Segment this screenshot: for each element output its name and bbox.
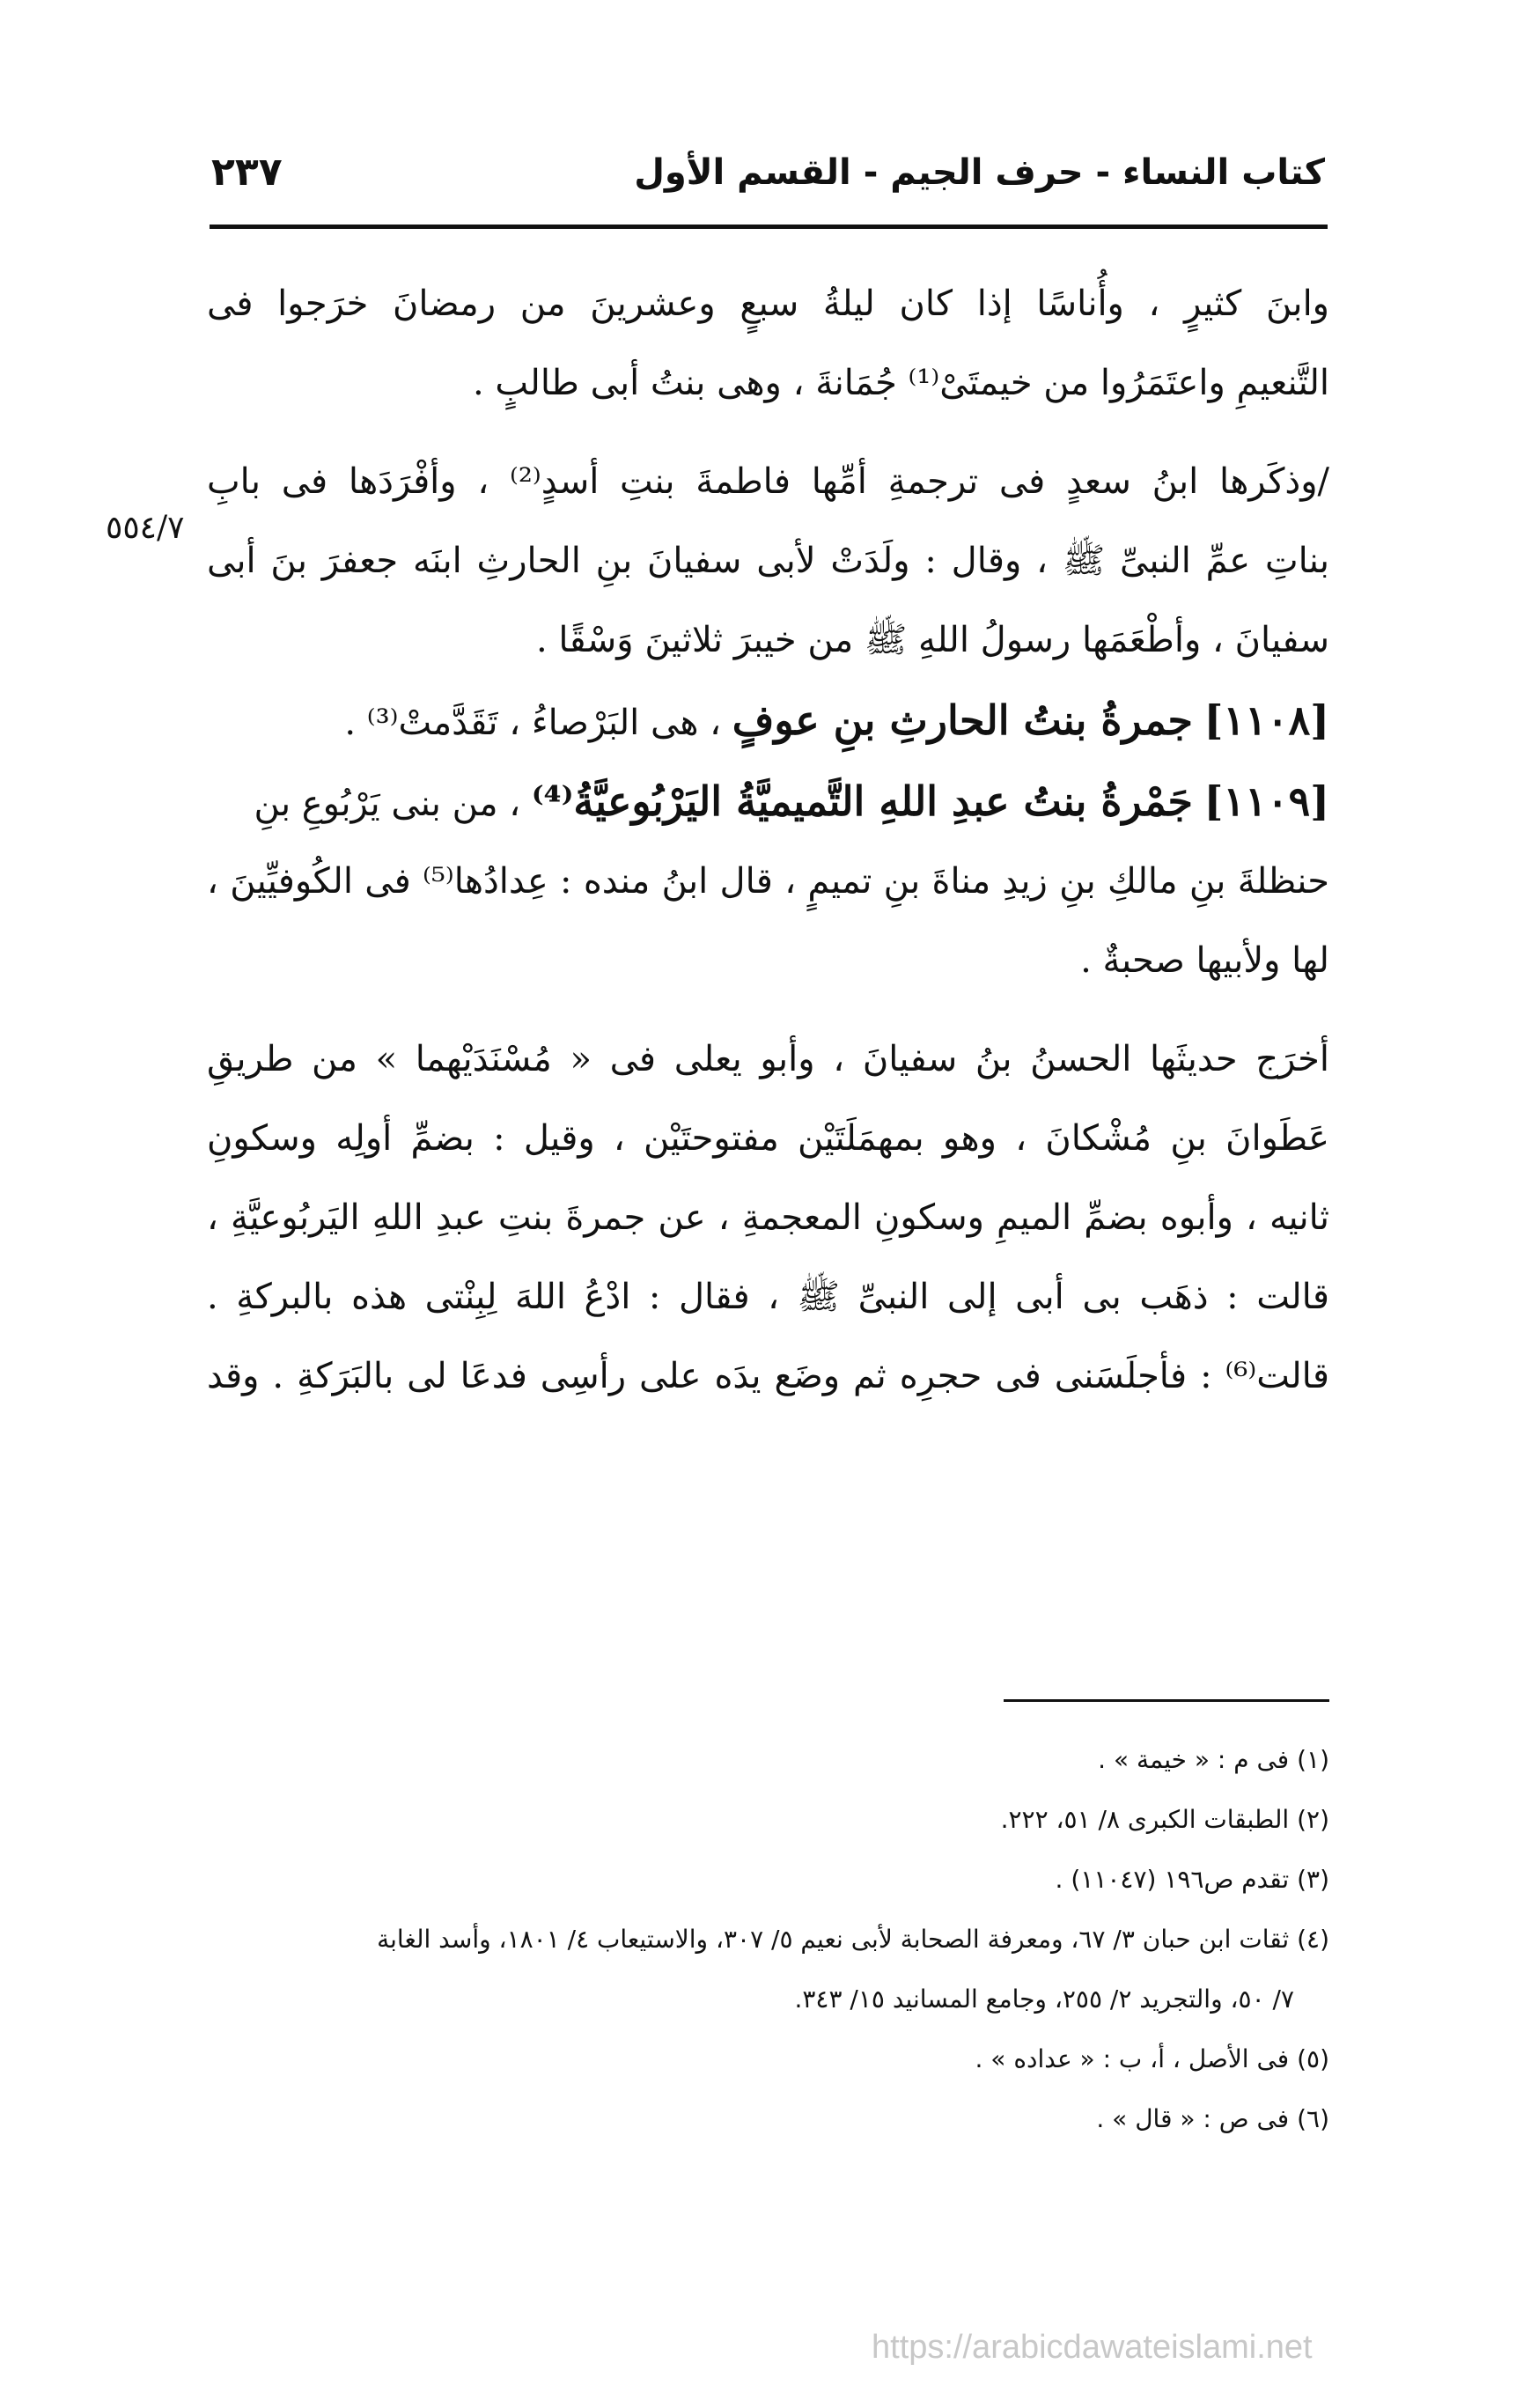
footnotes xyxy=(207,1730,1329,2149)
text-line: ثانيه ، وأبوه بضمِّ الميمِ وسكونِ المعجمةِ ، عن جمرةَ بنتِ عبدِ اللهِ اليَربُوعيَّةِ ، xyxy=(207,1197,1329,1238)
entry-text: ، هى البَرْصاءُ ، تَقَدَّمتْ⁽³⁾ . xyxy=(344,703,722,743)
text-line: لها ولأبيها صحبةٌ . xyxy=(1080,940,1329,981)
text-line: أخرَج حديثَها الحسنُ بنُ سفيانَ ، وأبو يعلى فى « مُسْنَدَيْهما » من طريقِ xyxy=(207,1039,1329,1079)
text-line: وابنَ كثيرٍ ، وأُناسًا إذا كان ليلةُ سبعٍ وعشرينَ من رمضانَ خرَجوا فى xyxy=(207,284,1329,324)
margin-reference: ٥٥٤/٧ xyxy=(106,510,185,546)
text-line: التَّنعيمِ واعتَمَرُوا من خيمتَىْ⁽¹⁾ جُمَانةَ ، وهى بنتُ أبى طالبٍ . xyxy=(472,363,1329,403)
entry-1109 xyxy=(207,761,1329,842)
entry-1108 xyxy=(207,680,1329,761)
text-line: حنظلةَ بنِ مالكِ بنِ زيدِ مناةَ بنِ تميمٍ ، قال ابنُ منده : عِدادُها⁽⁵⁾ فى الكُوفيِّينَ ، xyxy=(207,861,1329,902)
text-line: قالت⁽⁶⁾ : فأجلَسَنى فى حجرِه ثم وضَع يدَه على رأسِى فدعَا لى بالبَرَكةِ . وقد xyxy=(207,1356,1329,1396)
footnote-continuation: ٧/ ٥٠، والتجريد ٢/ ٢٥٥، وجامع المسانيد ١٥/ ٣٤٣. xyxy=(794,1985,1294,2014)
footnote: (١) فى م : « خيمة » . xyxy=(1098,1745,1329,1774)
header-title: كتاب النساء - حرف الجيم - القسم الأول xyxy=(634,152,1325,193)
footnote: (٥) فى الأصل ، أ، ب : « عداده » . xyxy=(975,2044,1329,2073)
text-line: عَطَوانَ بنِ مُشْكانَ ، وهو بمهمَلَتَيْن مفتوحتَيْن ، وقيل : بضمِّ أولِه وسكونِ xyxy=(207,1118,1329,1159)
main-text xyxy=(207,264,1329,1416)
text-line: بناتِ عمِّ النبىِّ ﷺ ، وقال : ولَدَتْ لأبى سفيانَ بنِ الحارثِ ابنَه جعفرَ بنَ أبى xyxy=(207,541,1329,581)
entry-number: [١١٠٩] xyxy=(1203,777,1329,825)
entry-number: [١١٠٨] xyxy=(1203,696,1329,744)
entry-text: ، من بنى يَرْبُوعِ بنِ xyxy=(254,784,521,824)
text-line: سفيانَ ، وأطْعَمَها رسولُ اللهِ ﷺ من خيبرَ ثلاثينَ وَسْقًا . xyxy=(535,620,1329,660)
footnote: (٣) تقدم ص١٩٦ (١١٠٤٧) . xyxy=(1055,1865,1329,1894)
text-line: /وذكَرها ابنُ سعدٍ فى ترجمةِ أمِّها فاطمةَ بنتِ أسدٍ⁽²⁾ ، وأفْرَدَها فى بابِ xyxy=(207,461,1330,502)
footnote: (٦) فى ص : « قال » . xyxy=(1096,2104,1329,2133)
footnote-rule xyxy=(1004,1699,1329,1702)
page-number: ٢٣٧ xyxy=(211,150,283,195)
entry-name: جمرةُ بنتُ الحارثِ بنِ عوفٍ xyxy=(732,696,1193,744)
text-line: قالت : ذهَب بى أبى إلى النبىِّ ﷺ ، فقال : ادْعُ اللهَ لِبِنْتى هذه بالبركةِ . xyxy=(207,1277,1329,1317)
watermark-url: https://arabicdawateislami.net xyxy=(872,2329,1313,2366)
footnote: (٤) ثقات ابن حبان ٣/ ٦٧، ومعرفة الصحابة لأبى نعيم ٥/ ٣٠٧، والاستيعاب ٤/ ١٨٠١، وأسد الغابة xyxy=(377,1925,1329,1954)
footnote: (٢) الطبقات الكبرى ٨/ ٥١، ٢٢٢. xyxy=(1000,1805,1329,1834)
header-rule xyxy=(210,225,1328,229)
running-header xyxy=(211,148,1325,201)
entry-name: جَمْرةُ بنتُ عبدِ اللهِ التَّميميَّةُ اليَرْبُوعيَّةُ⁽⁴⁾ xyxy=(531,777,1193,825)
